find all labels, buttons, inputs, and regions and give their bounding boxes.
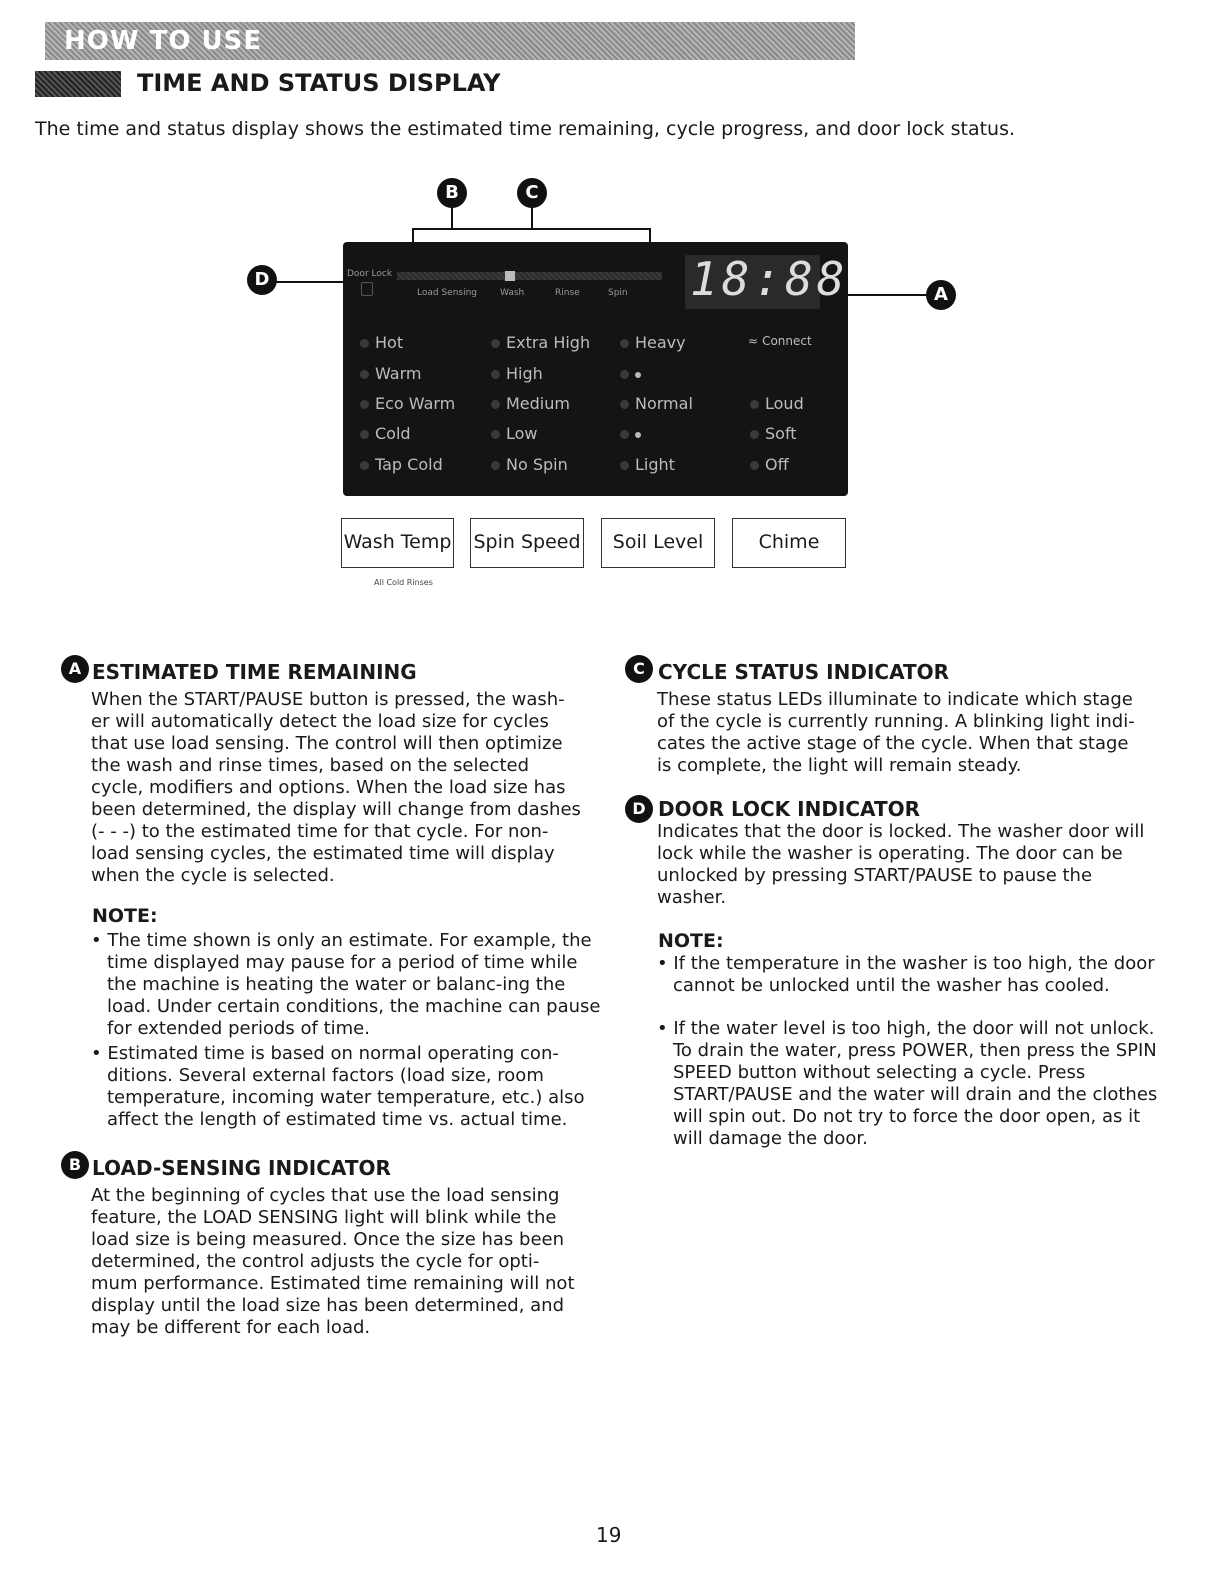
led-icon <box>491 339 500 348</box>
option-loud: Loud <box>750 394 804 413</box>
option-warm: Warm <box>360 364 421 383</box>
option-soil-unlabeled-1 <box>620 364 647 383</box>
page-number: 19 <box>596 1523 622 1547</box>
callout-d-line <box>276 281 344 283</box>
option-light: Light <box>620 455 675 474</box>
callout-c: C <box>517 178 547 208</box>
cycle-status-bar <box>397 272 662 280</box>
led-icon <box>360 430 369 439</box>
option-hot: Hot <box>360 333 403 352</box>
led-icon <box>360 461 369 470</box>
callout-b-stem <box>451 206 453 230</box>
option-eco-warm: Eco Warm <box>360 394 455 413</box>
status-led-wash <box>505 271 515 281</box>
heading-cycle-status: CYCLE STATUS INDICATOR <box>658 660 950 684</box>
option-tap-cold: Tap Cold <box>360 455 443 474</box>
note-title-right: NOTE: <box>658 930 724 952</box>
wifi-icon: ≈ <box>748 334 759 348</box>
status-label-wash: Wash <box>500 288 525 298</box>
banner-label: HOW TO USE <box>64 26 263 56</box>
led-icon <box>620 430 629 439</box>
note-left-1: • The time shown is only an estimate. For example, the time displayed may pause for a period of time while the machine is heating the water or balanc-ing the load. Under certain conditions, the machine can pause for extended periods of time. <box>91 930 601 1039</box>
led-icon <box>360 400 369 409</box>
chime-button[interactable]: Chime <box>732 518 846 568</box>
option-off: Off <box>750 455 789 474</box>
option-high: High <box>491 364 543 383</box>
status-label-load-sensing: Load Sensing <box>417 288 478 298</box>
paragraph-cycle-status: These status LEDs illuminate to indicate which stage of the cycle is currently running. A blinking light indi-cates the active stage of the cycle. When that stage is complete, the light will remain steady. <box>657 689 1135 776</box>
paragraph-estimated-time: When the START/PAUSE button is pressed, the wash-er will automatically detect the load size for cycles that use load sensing. The control will then optimize the wash and rinse times, based on the selected cycle, modifiers and options. When the load size has been determined, the display will change from dashes (- - -) to the estimated time for that cycle. For non-load sensing cycles, the estimated time will display when the cycle is selected. <box>91 689 581 886</box>
option-normal: Normal <box>620 394 693 413</box>
option-extra-high: Extra High <box>491 333 590 352</box>
led-icon <box>750 400 759 409</box>
led-icon <box>491 430 500 439</box>
paragraph-door-lock: Indicates that the door is locked. The washer door will lock while the washer is operating. The door can be unlocked by pressing START/PAUSE to pause the washer. <box>657 821 1145 908</box>
led-icon <box>360 339 369 348</box>
button-note: All Cold Rinses <box>374 578 433 587</box>
led-icon <box>620 370 629 379</box>
intro-text: The time and status display shows the estimated time remaining, cycle progress, and door lock status. <box>35 118 1016 140</box>
option-connect: ≈ Connect <box>748 334 812 348</box>
soil-level-button[interactable]: Soil Level <box>601 518 715 568</box>
heading-door-lock: DOOR LOCK INDICATOR <box>658 797 921 821</box>
section-marker <box>35 71 121 97</box>
option-low: Low <box>491 424 538 443</box>
led-icon <box>620 400 629 409</box>
dot-icon <box>635 372 641 378</box>
led-icon <box>750 430 759 439</box>
note-right-1: • If the temperature in the washer is too high, the door cannot be unlocked until the washer has cooled. <box>657 953 1155 996</box>
led-icon <box>360 370 369 379</box>
callout-a: A <box>926 280 956 310</box>
door-lock-label: Door Lock <box>347 269 393 279</box>
badge-a: A <box>61 655 89 683</box>
paragraph-load-sensing: At the beginning of cycles that use the load sensing feature, the LOAD SENSING light will blink while the load size is being measured. Once the size has been determined, the control adjusts the cycle for opti-mum performance. Estimated time remaining will not display until the load size has been determined, and may be different for each load. <box>91 1185 575 1338</box>
section-title: TIME AND STATUS DISPLAY <box>137 69 501 97</box>
option-soil-unlabeled-2 <box>620 424 647 443</box>
heading-load-sensing: LOAD-SENSING INDICATOR <box>92 1156 391 1180</box>
option-soft: Soft <box>750 424 797 443</box>
callout-b: B <box>437 178 467 208</box>
option-heavy: Heavy <box>620 333 686 352</box>
option-cold: Cold <box>360 424 411 443</box>
lock-icon <box>361 282 373 296</box>
led-icon <box>491 370 500 379</box>
note-right-2: • If the water level is too high, the door will not unlock. To drain the water, press POWER, then press the SPIN SPEED button without selecting a cycle. Press START/PAUSE and the water will drain and the clothes will spin out. Do not try to force the door open, as it will damage the door. <box>657 1018 1158 1149</box>
spin-speed-button[interactable]: Spin Speed <box>470 518 584 568</box>
badge-c: C <box>625 655 653 683</box>
callout-d: D <box>247 265 277 295</box>
status-label-spin: Spin <box>608 288 628 298</box>
time-display: 18:88 <box>690 252 849 306</box>
callout-c-stem <box>531 206 533 230</box>
led-icon <box>491 400 500 409</box>
led-icon <box>620 339 629 348</box>
heading-estimated-time: ESTIMATED TIME REMAINING <box>92 660 417 684</box>
led-icon <box>620 461 629 470</box>
dot-icon <box>635 432 641 438</box>
badge-b: B <box>61 1151 89 1179</box>
note-left-2: • Estimated time is based on normal operating con-ditions. Several external factors (load size, room temperature, incoming water temperature, etc.) also affect the length of estimated time vs. actual time. <box>91 1043 585 1130</box>
callout-a-line <box>848 294 928 296</box>
option-no-spin: No Spin <box>491 455 568 474</box>
note-title-left: NOTE: <box>92 905 158 927</box>
option-medium: Medium <box>491 394 570 413</box>
led-icon <box>491 461 500 470</box>
led-icon <box>750 461 759 470</box>
badge-d: D <box>625 795 653 823</box>
wash-temp-button[interactable]: Wash Temp <box>341 518 454 568</box>
status-label-rinse: Rinse <box>555 288 580 298</box>
